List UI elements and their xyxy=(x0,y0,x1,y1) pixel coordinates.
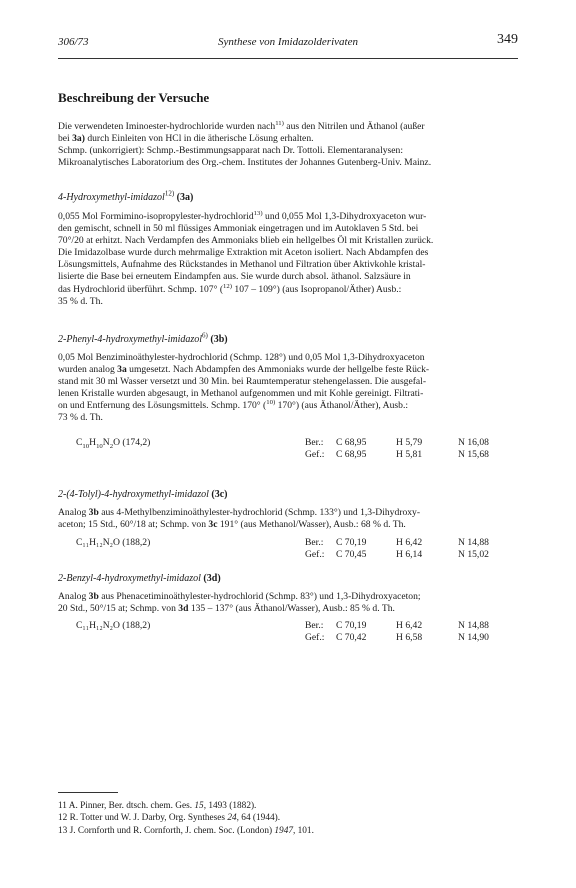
footnote-12: 12 R. Totter und W. J. Darby, Org. Syntheses 24, 64 (1944). xyxy=(58,813,281,824)
molecular-formula: C₁₁H₁₂N₂O (188,2) xyxy=(76,620,151,631)
heading-3d: 2-Benzyl-4-hydroxymethyl-imidazol (3d) xyxy=(58,573,221,584)
heading-3a: 4-Hydroxymethyl-imidazol$^{12)}$ (3a) xyxy=(58,189,194,203)
footnote-11: 11 A. Pinner, Ber. dtsch. chem. Ges. 15, 1493 (1882). xyxy=(58,801,257,811)
section-title: Beschreibung der Versuche xyxy=(58,90,210,105)
footnote-13: 13 J. Cornforth und R. Cornforth, J. chem. Soc. (London) 1947, 101. xyxy=(58,825,314,836)
header-rule xyxy=(58,58,518,59)
heading-3b: 2-Phenyl-4-hydroxymethyl-imidazol$^{6)}$ (3b) xyxy=(58,331,228,345)
paragraph-3d: Analog 3b aus Phenacetiminoäthylester-hydrochlorid (Schmp. 83°) und 1,3-Dihydroxyaceton; 20 Std., 50°/15 at; Schmp. von 3d 135 – 137° (aus Äthanol/Wasser), Ausb.: 85 % d. Th. xyxy=(58,591,421,615)
analysis-row-ber: C₁₁H₁₂N₂O (188,2) Ber.: C 70,19 H 6,42 N 14,88 xyxy=(76,620,489,631)
intro-paragraph: Die verwendeten Iminoester-hydrochloride wurden nach$^{11)}$ aus den Nitrilen und Äthanol (außer bei 3a) durch Einleiten von HCl in die ätherische Lösung erhalten. Schmp. (unkorrigiert): Schmp.-Bestimmungsapparat nach Dr. Tottoli. Elementaranalysen: Mikroanalytisches Laboratorium des Org.-chem. Institutes der Johannes Gutenberg-Univ. Mainz. xyxy=(58,119,432,169)
running-header xyxy=(58,32,518,52)
analysis-row-gef: Gef.: C 70,42 H 6,58 N 14,90 xyxy=(305,632,489,643)
analysis-row-gef: Gef.: C 68,95 H 5,81 N 15,68 xyxy=(305,449,489,460)
analysis-table-3d xyxy=(58,620,520,644)
page-number: 349 xyxy=(497,32,518,47)
journal-reference: 306/73 xyxy=(58,36,89,48)
analysis-row-ber: $C_{10}H_{10}N_2O$ (174,2) Ber.: C 68,95 H 5,79 N 16,08 xyxy=(76,437,489,450)
heading-3c: 2-(4-Tolyl)-4-hydroxymethyl-imidazol (3c) xyxy=(58,489,228,500)
running-title: Synthese von Imidazolderivaten xyxy=(218,36,358,48)
paragraph-3a: 0,055 Mol Formimino-isopropylester-hydrochlorid$^{13)}$ und 0,055 Mol 1,3-Dihydroxyaceton wur- den gemischt, schnell in 50 ml flüssiges Ammoniak eingetragen und im Autoklaven 5 Std. bei 70°/20 at erhitzt. Nach Verdampfen des Ammoniaks blieb ein hellgelbes Öl mit Kristallen zurück. Die Imidazolbase wurde durch mehrmalige Extraktion mit Aceton isoliert. Nach Abdampfen des Lösungsmittels, Aufnahme des Rückstandes in Methanol und Filtration über Aktivkohle kristal- lisierte die Base bei erneutem Eindampfen aus. Sie wurde durch absol. äthanol. Salzsäure in das Hydrochlorid überführt. Schmp. 107° ($^{12)}$ 107 – 109°) (aus Isopropanol/Äther) Ausb.: 35 % d. Th. xyxy=(58,209,434,307)
footnote-rule xyxy=(58,792,118,793)
analysis-row-gef: Gef.: C 70,45 H 6,14 N 15,02 xyxy=(305,549,489,560)
footnotes xyxy=(58,800,314,837)
paragraph-3b: 0,05 Mol Benziminoäthylester-hydrochlorid (Schmp. 128°) und 0,05 Mol 1,3-Dihydroxyaceton wurden analog 3a umgesetzt. Nach Abdampfen des Ammoniaks wurde der hellgelbe feste Rück- stand mit 30 ml Wasser versetzt und 30 Min. bei Raumtemperatur stehengelassen. Die ausgefal- lenen Kristalle wurden abgesaugt, in Methanol aufgenommen und mit Kohle gereinigt. Filtrati- on und Entfernung des Lösungsmittels. Schmp. 170° ($^{10)}$ 170°) (aus Äthanol/Äther), Ausb.: 73 % d. Th. xyxy=(58,352,430,424)
analysis-table-3c xyxy=(58,537,520,561)
analysis-table-3b xyxy=(58,437,520,461)
molecular-formula: C₁₁H₁₂N₂O (188,2) xyxy=(76,537,151,548)
paragraph-3c: Analog 3b aus 4-Methylbenziminoäthylester-hydrochlorid (Schmp. 133°) und 1,3-Dihydroxy- aceton; 15 Std., 60°/18 at; Schmp. von 3c 191° (aus Methanol/Wasser), Ausb.: 68 % d. Th. xyxy=(58,507,421,531)
molecular-formula: $C_{10}H_{10}N_2O$ (174,2) xyxy=(76,437,151,450)
analysis-row-ber: C₁₁H₁₂N₂O (188,2) Ber.: C 70,19 H 6,42 N 14,88 xyxy=(76,537,489,548)
